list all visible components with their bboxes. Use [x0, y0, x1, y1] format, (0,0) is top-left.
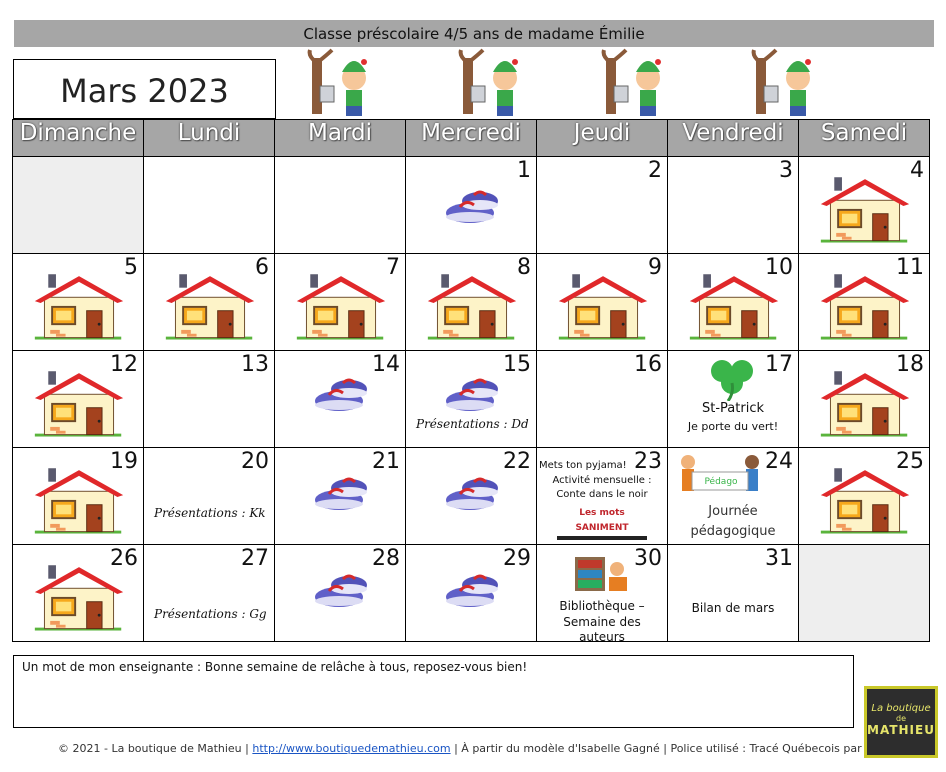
maple-sugar-elf-image: [750, 48, 816, 118]
footer-credits: [58, 742, 901, 755]
day-number: 2: [648, 158, 662, 183]
sneakers-icon: [313, 375, 371, 413]
day-cell: [406, 157, 537, 254]
day-cell: [668, 157, 799, 254]
day-cell: [406, 351, 537, 448]
event-note: Mets ton pyjama!: [539, 460, 627, 471]
day-cell: [275, 448, 406, 545]
day-number: 31: [765, 546, 793, 571]
day-cell: [799, 254, 930, 351]
week-row: [13, 545, 930, 642]
library-icon: [575, 555, 629, 593]
weekday-header: Lundi: [144, 120, 275, 157]
day-cell: [537, 351, 668, 448]
day-number: 28: [372, 546, 400, 571]
day-cell: [799, 157, 930, 254]
day-number: 30: [634, 546, 662, 571]
week-row: [13, 448, 930, 545]
sneakers-icon: [444, 474, 502, 512]
day-cell: [13, 254, 144, 351]
weekday-header: Dimanche: [13, 120, 144, 157]
day-number: 15: [503, 352, 531, 377]
maple-sugar-elf-image: [306, 48, 372, 118]
house-icon: [817, 169, 913, 245]
day-cell: [13, 545, 144, 642]
day-number: 25: [896, 449, 924, 474]
week-row: [13, 157, 930, 254]
day-cell: [406, 545, 537, 642]
day-cell: [406, 448, 537, 545]
class-banner: Classe préscolaire 4/5 ans de madame Émilie: [14, 20, 934, 47]
day-number: 17: [765, 352, 793, 377]
day-cell: [275, 545, 406, 642]
day-number: 11: [896, 255, 924, 280]
day-number: 27: [241, 546, 269, 571]
weekday-header-row: [13, 120, 930, 157]
house-icon: [31, 557, 127, 633]
empty-day-cell: [799, 545, 930, 642]
event-note: Conte dans le noir: [556, 489, 648, 500]
house-icon: [31, 460, 127, 536]
day-cell: [537, 254, 668, 351]
logo-line: de: [896, 714, 906, 723]
day-cell: [144, 448, 275, 545]
footer-credit-text: | À partir du modèle d'Isabelle Gagné | Police utilisé : Tracé Québecois par: [454, 742, 862, 755]
day-number: 7: [386, 255, 400, 280]
day-cell: [537, 157, 668, 254]
sneakers-icon: [313, 571, 371, 609]
day-number: 22: [503, 449, 531, 474]
logo-line: La boutique: [871, 703, 931, 714]
sneakers-icon: [444, 571, 502, 609]
weekday-header: Samedi: [799, 120, 930, 157]
day-cell: [275, 351, 406, 448]
footer-website-link[interactable]: http://www.boutiquedemathieu.com: [252, 742, 451, 755]
les-mots-saniment-logo: Les mots SANIMENT: [557, 506, 647, 540]
sneakers-icon: [444, 375, 502, 413]
day-number: 4: [910, 158, 924, 183]
teacher-message: Un mot de mon enseignante : Bonne semaine de relâche à tous, reposez-vous bien!: [22, 660, 528, 674]
day-cell: [799, 351, 930, 448]
house-icon: [817, 363, 913, 439]
day-number: 8: [517, 255, 531, 280]
week-row: [13, 351, 930, 448]
day-number: 5: [124, 255, 138, 280]
day-number: 13: [241, 352, 269, 377]
sneakers-icon: [444, 187, 502, 225]
maple-sugar-elf-image: [457, 48, 523, 118]
month-title-box: [13, 59, 276, 119]
footer-copyright: © 2021 - La boutique de Mathieu |: [58, 742, 249, 755]
presentation-note: Présentations : Dd: [416, 417, 529, 431]
day-number: 12: [110, 352, 138, 377]
day-number: 10: [765, 255, 793, 280]
teacher-message-box: [13, 655, 854, 728]
day-number: 1: [517, 158, 531, 183]
house-icon: [817, 266, 913, 342]
empty-day-cell: [275, 157, 406, 254]
day-cell: [144, 545, 275, 642]
event-title: pédagogique: [690, 524, 776, 539]
house-icon: [31, 266, 127, 342]
weekday-header: Mercredi: [406, 120, 537, 157]
event-title: St-Patrick: [702, 401, 764, 416]
day-number: 29: [503, 546, 531, 571]
day-cell: [668, 545, 799, 642]
event-note: Bilan de mars: [691, 601, 775, 615]
pedago-sign-text: Pédago: [704, 477, 738, 487]
house-icon: [686, 266, 782, 342]
day-cell: [13, 351, 144, 448]
day-cell: [537, 545, 668, 642]
day-number: 16: [634, 352, 662, 377]
weekday-header: Jeudi: [537, 120, 668, 157]
event-note: Je porte du vert!: [687, 420, 779, 433]
presentation-note: Présentations : Kk: [154, 506, 266, 520]
day-cell: [799, 448, 930, 545]
day-number: 24: [765, 449, 793, 474]
day-cell: [668, 448, 799, 545]
event-title: Semaine des auteurs: [563, 615, 641, 644]
day-number: 23: [634, 449, 662, 474]
day-number: 18: [896, 352, 924, 377]
day-number: 20: [241, 449, 269, 474]
house-icon: [293, 266, 389, 342]
empty-day-cell: [13, 157, 144, 254]
day-cell: [144, 254, 275, 351]
empty-day-cell: [144, 157, 275, 254]
house-icon: [424, 266, 520, 342]
house-icon: [817, 460, 913, 536]
day-number: 19: [110, 449, 138, 474]
day-number: 14: [372, 352, 400, 377]
day-number: 6: [255, 255, 269, 280]
day-number: 3: [779, 158, 793, 183]
maple-sugar-elf-image: [600, 48, 666, 118]
house-icon: [555, 266, 651, 342]
presentation-note: Présentations : Gg: [154, 607, 267, 621]
day-cell: [668, 351, 799, 448]
logo-line: MATHIEU: [867, 723, 935, 737]
calendar-grid: [12, 119, 930, 642]
weekday-header: Mardi: [275, 120, 406, 157]
day-number: 9: [648, 255, 662, 280]
day-cell: [537, 448, 668, 545]
day-cell: [668, 254, 799, 351]
weekday-header: Vendredi: [668, 120, 799, 157]
event-title: Bibliothèque –: [559, 599, 645, 613]
event-note: Activité mensuelle :: [552, 475, 652, 486]
sneakers-icon: [313, 474, 371, 512]
day-cell: [275, 254, 406, 351]
day-cell: [144, 351, 275, 448]
boutique-logo: [864, 686, 938, 758]
day-number: 21: [372, 449, 400, 474]
event-title: Journée: [708, 504, 758, 519]
day-cell: [406, 254, 537, 351]
month-title: Mars 2023: [60, 72, 229, 110]
house-icon: [162, 266, 258, 342]
day-cell: [13, 448, 144, 545]
house-icon: [31, 363, 127, 439]
week-row: [13, 254, 930, 351]
day-number: 26: [110, 546, 138, 571]
shamrock-icon: [702, 353, 762, 401]
